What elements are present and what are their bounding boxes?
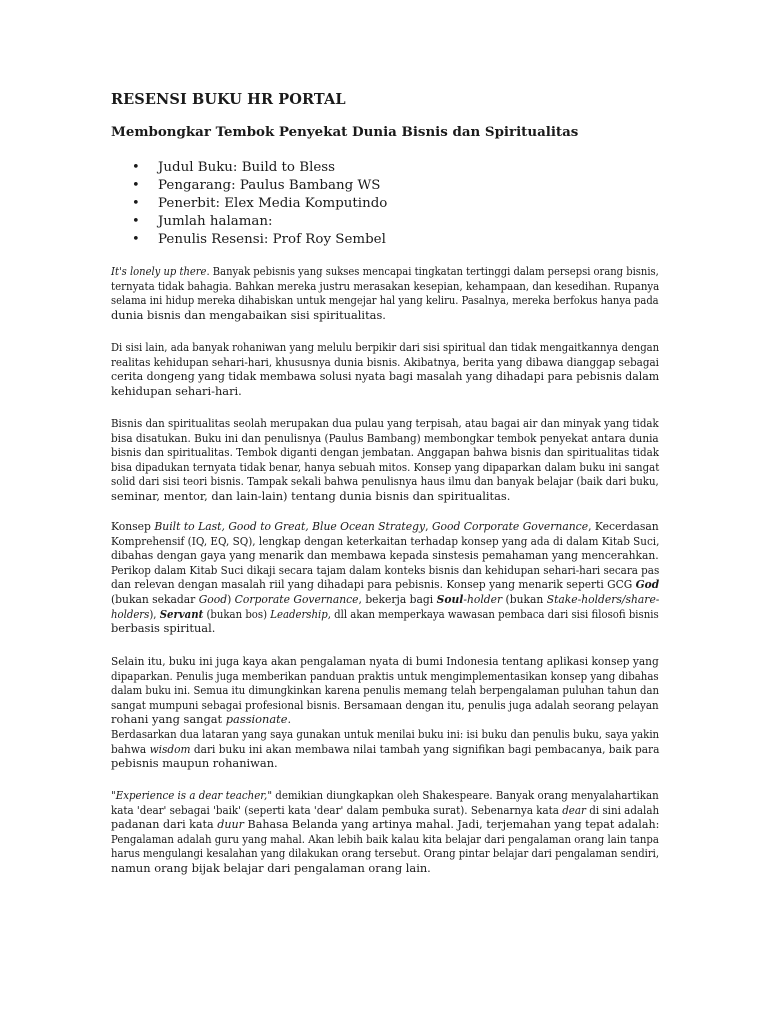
- text-line: dan relevan dengan masalah riil yang dihadapi para pebisnis. Konsep yang menarik seperti GCG God: [111, 577, 660, 592]
- text-line: Konsep Built to Last, Good to Great, Blue Ocean Strategy, Good Corporate Governance, Kecerdasan: [111, 519, 659, 533]
- bullet-icon: •: [132, 160, 140, 175]
- text-line: solid dari sisi teori bisnis. Tampak sekali bahwa penulisnya haus ilmu dan banyak belajar (baik dari buku,: [111, 474, 659, 489]
- document-title: RESENSI BUKU HR PORTAL: [111, 91, 346, 108]
- text-line: harus mengulangi kesalahan yang dilakukan orang tersebut. Orang pintar belajar dari pengalaman sendiri,: [111, 846, 660, 861]
- text-line: bisa dipadukan ternyata tidak benar, hanya sebuah mitos. Konsep yang dipaparkan dalam buku ini sangat: [111, 459, 660, 474]
- text-line: Di sisi lain, ada banyak rohaniwan yang melulu berpikir dari sisi spiritual dan tidak mengaitkannya dengan: [111, 340, 660, 354]
- text-line: cerita dongeng yang tidak membawa solusi nyata bagi masalah yang dihadapi para pebisnis dalam: [111, 369, 660, 384]
- paragraph-shakespeare: [111, 788, 659, 876]
- text-line: ternyata tidak bahagia. Bahkan mereka justru merasakan kesepian, kehampaan, dan kesedihan. Rupanya: [111, 278, 660, 293]
- text-line: seminar, mentor, dan lain-lain) tentang dunia bisnis dan spiritualitas.: [111, 488, 511, 503]
- paragraph-bridge: [111, 416, 659, 504]
- text-line: selama ini hidup mereka dihabiskan untuk mengejar hal yang keliru. Pasalnya, mereka berfokus hanya pada: [111, 293, 659, 308]
- text-line: dibahas dengan gaya yang menarik dan membawa kepada sinstesis pemahaman yang mencerahkan.: [111, 548, 659, 563]
- text-line: Komprehensif (IQ, EQ, SQ), lengkap dengan keterkaitan terhadap konsep yang ada di dalam Kitab Suci,: [111, 533, 660, 548]
- text-line: rohani yang sangat passionate.: [111, 712, 292, 727]
- text-line: dunia bisnis dan mengabaikan sisi spiritualitas.: [111, 307, 386, 322]
- text-line: It's lonely up there. Banyak pebisnis yang sukses mencapai tingkatan tertinggi dalam persepsi orang bisnis,: [111, 264, 659, 278]
- text-line: Selain itu, buku ini juga kaya akan pengalaman nyata di bumi Indonesia tentang aplikasi konsep yang: [111, 654, 659, 668]
- text-line: bisa disatukan. Buku ini dan penulisnya (Paulus Bambang) membongkar tembok penyekat antara dunia: [111, 430, 659, 445]
- text-line: namun orang bijak belajar dari pengalaman orang lain.: [111, 860, 431, 875]
- text-line: pebisnis maupun rohaniwan.: [111, 756, 278, 771]
- text-line: padanan dari kata duur Bahasa Belanda yang artinya mahal. Jadi, terjemahan yang tepat adalah:: [111, 817, 660, 832]
- text-line: kehidupan sehari-hari.: [111, 383, 242, 398]
- text-line: bahwa wisdom dari buku ini akan membawa nilai tambah yang signifikan bagi pembacanya, baik para: [111, 741, 660, 756]
- paragraph-clergy: [111, 340, 659, 398]
- bullet-icon: •: [132, 196, 140, 211]
- text-line: holders), Servant (bukan bos) Leadership, dll akan memperkaya wawasan pembaca dari sisi filosofi bisnis: [111, 606, 659, 621]
- bullet-icon: •: [132, 232, 140, 247]
- text-line: Berdasarkan dua lataran yang saya gunakan untuk menilai buku ini: isi buku dan penulis buku, saya yakin: [111, 726, 660, 741]
- text-line: kata 'dear' sebagai 'baik' (seperti kata 'dear' dalam pembuka surat). Sebenarnya kata dear di sini adalah: [111, 802, 660, 817]
- paragraph-concepts: [111, 519, 659, 636]
- book-info-list: [111, 159, 387, 249]
- text-line: dipaparkan. Penulis juga memberikan panduan praktis untuk mengimplementasikan konsep yang dibahas: [111, 668, 659, 683]
- text-line: Perikop dalam Kitab Suci dikaji secara tajam dalam konteks bisnis dan kehidupan sehari-hari secara pas: [111, 562, 660, 577]
- document-subtitle: Membongkar Tembok Penyekat Dunia Bisnis dan Spiritualitas: [111, 124, 579, 140]
- text-line: (bukan sekadar Good) Corporate Governance, bekerja bagi Soul-holder (bukan Stake-holders/share-: [111, 591, 660, 606]
- list-item: • Jumlah halaman:: [132, 214, 273, 229]
- text-line: sangat mumpuni sebagai profesional bisnis. Bersamaan dengan itu, penulis juga adalah seorang pelayan: [111, 697, 659, 712]
- list-item: • Penulis Resensi: Prof Roy Sembel: [132, 232, 386, 247]
- text-line: Pengalaman adalah guru yang mahal. Akan lebih baik kalau kita belajar dari pengalaman orang lain tanpa: [111, 831, 659, 846]
- list-item: • Penerbit: Elex Media Komputindo: [132, 196, 388, 211]
- text-line: berbasis spiritual.: [111, 621, 216, 636]
- list-item: • Pengarang: Paulus Bambang WS: [132, 178, 381, 193]
- text-line: Bisnis dan spiritualitas seolah merupakan dua pulau yang terpisah, atau bagai air dan minyak yang tidak: [111, 416, 659, 430]
- text-line: realitas kehidupan sehari-hari, khususnya dunia bisnis. Akibatnya, berita yang dibawa dianggap sebagai: [111, 354, 659, 369]
- bullet-icon: •: [132, 178, 140, 193]
- text-line: "Experience is a dear teacher," demikian diungkapkan oleh Shakespeare. Banyak orang menyalahartikan: [111, 788, 659, 802]
- bullet-icon: •: [132, 214, 140, 229]
- text-line: dalam buku ini. Semua itu dimungkinkan karena penulis memang telah berpengalaman puluhan tahun dan: [111, 683, 659, 698]
- paragraph-intro: [111, 264, 659, 322]
- text-line: bisnis dan spiritualitas. Tembok diganti dengan jembatan. Anggapan bahwa bisnis dan spiritualitas tidak: [111, 445, 659, 460]
- paragraph-experience: [111, 654, 659, 771]
- list-item: • Judul Buku: Build to Bless: [132, 160, 336, 175]
